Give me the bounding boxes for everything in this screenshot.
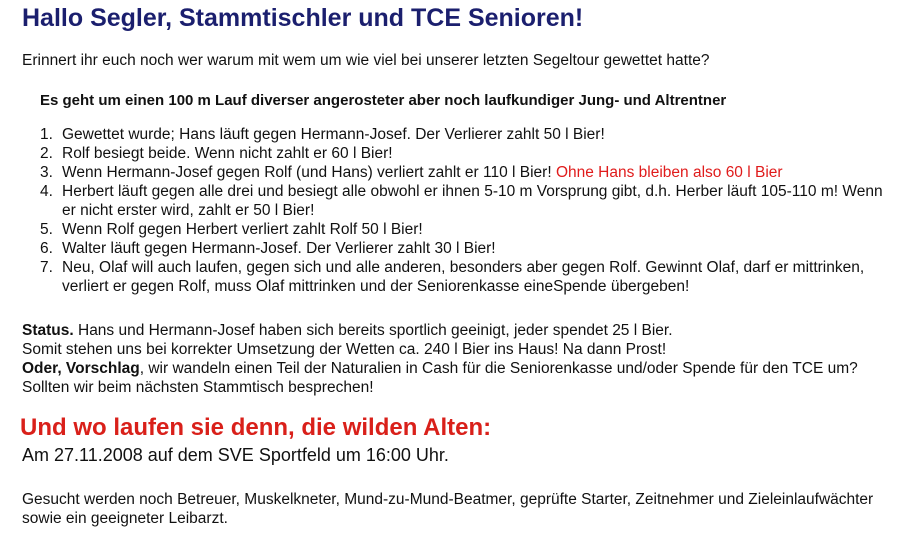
list-number: 3.	[40, 164, 53, 181]
list-number: 7.	[40, 259, 53, 276]
list-number: 1.	[40, 126, 53, 143]
list-text: Wenn Hermann-Josef gegen Rolf (und Hans) verliert zahlt er 110 l Bier!	[62, 164, 556, 181]
event-headline: Und wo laufen sie denn, die wilden Alten:	[20, 414, 492, 441]
proposal-text: , wir wandeln einen Teil der Naturalien in Cash für die Seniorenkasse und/oder Spende für den TCE um? Sollten wir beim nächsten Stammtisch besprechen!	[22, 360, 858, 396]
list-number: 4.	[40, 183, 53, 200]
highlight-note: Ohne Hans bleiben also 60 l Bier	[555, 164, 783, 181]
list-item	[40, 182, 885, 220]
list-item	[40, 258, 885, 296]
status-summary: Somit stehen uns bei korrekter Umsetzung der Wetten ca. 240 l Bier ins Haus! Na dann Prost!	[22, 341, 667, 358]
list-text: Walter läuft gegen Hermann-Josef. Der Verlierer zahlt 30 l Bier!	[62, 240, 496, 257]
bet-list	[40, 125, 885, 296]
list-item	[40, 144, 885, 163]
status-paragraph	[22, 321, 892, 397]
page-title: Hallo Segler, Stammtischler und TCE Senioren!	[22, 4, 584, 32]
proposal-label: Oder, Vorschlag	[22, 360, 140, 377]
list-item	[40, 163, 885, 182]
status-label: Status.	[22, 322, 74, 339]
list-text: Gewettet wurde; Hans läuft gegen Hermann-Josef. Der Verlierer zahlt 50 l Bier!	[62, 126, 605, 143]
list-text: Herbert läuft gegen alle drei und besiegt alle obwohl er ihnen 5-10 m Vorsprung gibt, d.h. Herber läuft 105-110 m! Wenn er nicht erster wird, zahlt er 50 l Bier!	[62, 183, 883, 219]
status-text: Hans und Hermann-Josef haben sich bereits sportlich geeinigt, jeder spendet 25 l Bier.	[73, 322, 673, 339]
wanted-text: Gesucht werden noch Betreuer, Muskelkneter, Mund-zu-Mund-Beatmer, geprüfte Starter, Zeitnehmer und Zieleinlaufwächter sowie ein geeigneter Leibarzt.	[22, 491, 874, 527]
subheading: Es geht um einen 100 m Lauf diverser angerosteter aber noch laufkundiger Jung- und Altrentner	[40, 92, 727, 109]
list-number: 5.	[40, 221, 53, 238]
list-number: 2.	[40, 145, 53, 162]
list-item	[40, 220, 885, 239]
list-text: Rolf besiegt beide. Wenn nicht zahlt er 60 l Bier!	[62, 145, 393, 162]
event-date: Am 27.11.2008 auf dem SVE Sportfeld um 16:00 Uhr.	[22, 445, 449, 465]
list-number: 6.	[40, 240, 53, 257]
list-item	[40, 125, 885, 144]
intro-text: Erinnert ihr euch noch wer warum mit wem um wie viel bei unserer letzten Segeltour gewettet hatte?	[22, 52, 710, 69]
list-text: Neu, Olaf will auch laufen, gegen sich und alle anderen, besonders aber gegen Rolf. Gewinnt Olaf, darf er mittrinken, verliert er gegen Rolf, muss Olaf mittrinken und der Seniorenkasse eineSpende übergeben!	[62, 259, 865, 295]
list-item	[40, 239, 885, 258]
list-text: Wenn Rolf gegen Herbert verliert zahlt Rolf 50 l Bier!	[62, 221, 423, 238]
